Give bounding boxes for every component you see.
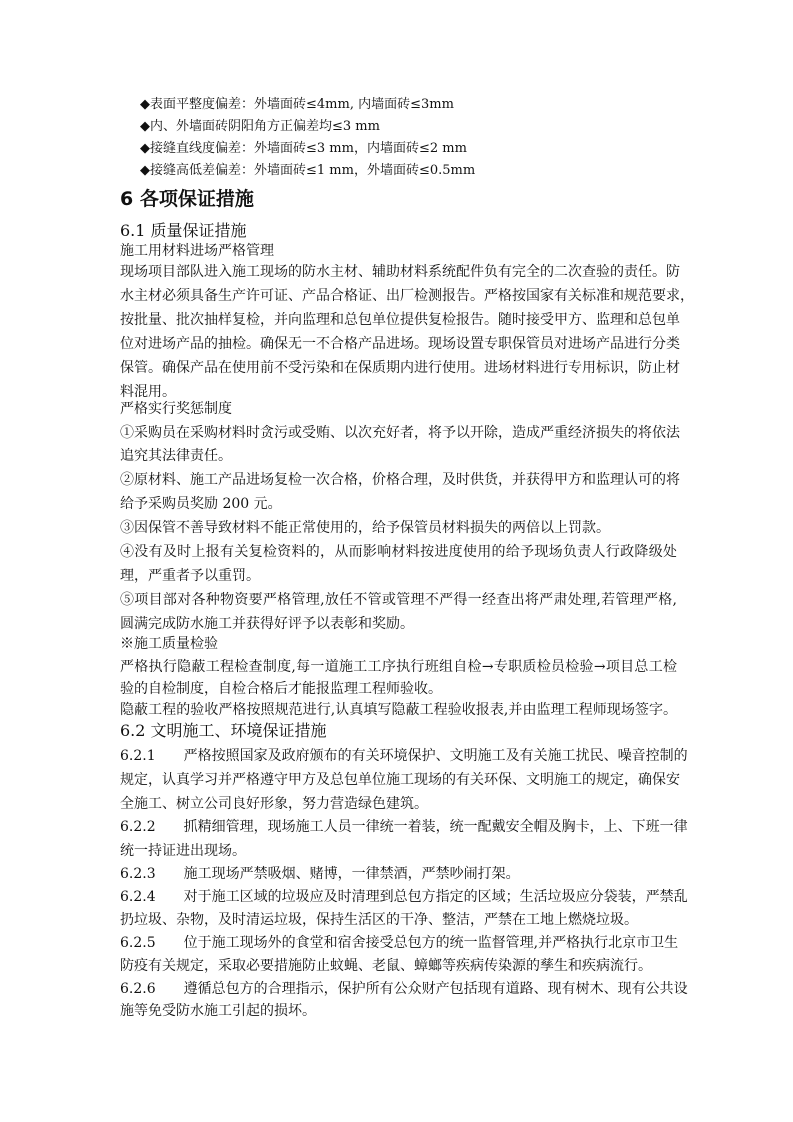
list-item-line: 6.2.5 位于施工现场外的食堂和宿舍接受总包方的统一监督管理,并严格执行北京市卫生 (120, 935, 679, 951)
list-item-line: 6.2.4 对于施工区域的垃圾应及时清理到总包方指定的区域；生活垃圾应分袋装，严禁乱 (120, 889, 688, 905)
rule-line: 追究其法律责任。 (120, 448, 232, 464)
rule-line: 理，严重者予以重罚。 (120, 568, 260, 584)
paragraph-line: 验的自检制度，自检合格后才能报监理工程师验收。 (120, 681, 442, 697)
bullet-item: ◆接缝直线度偏差：外墙面砖≤3 mm，内墙面砖≤2 mm (140, 141, 467, 156)
bullet-item: ◆内、外墙面砖阴阳角方正偏差均≤3 mm (140, 119, 380, 134)
rule-line: 圆满完成防水施工并获得好评予以表彰和奖励。 (120, 616, 414, 632)
paragraph-heading: 严格实行奖惩制度 (120, 401, 232, 417)
bullet-item: ◆接缝高低差偏差：外墙面砖≤1 mm，外墙面砖≤0.5mm (140, 163, 476, 178)
paragraph-line: 严格执行隐蔽工程检查制度,每一道施工工序执行班组自检→专职质检员检验→项目总工检 (120, 659, 677, 675)
paragraph-heading: 施工用材料进场严格管理 (120, 243, 274, 259)
paragraph-heading: ※施工质量检验 (120, 636, 218, 652)
rule-line: ②原材料、施工产品进场复检一次合格，价格合理，及时供货，并获得甲方和监理认可的将 (120, 472, 680, 488)
list-item-line: 6.2.1 严格按照国家及政府颁布的有关环境保护、文明施工及有关施工扰民、噪音控制的 (120, 748, 688, 764)
list-item-line: 6.2.3 施工现场严禁吸烟、赌博，一律禁酒，严禁吵闹打架。 (120, 866, 520, 882)
subsection-heading: 6.1 质量保证措施 (120, 221, 247, 240)
paragraph-line: 现场项目部队进入施工现场的防水主材、辅助材料系统配件负有完全的二次查验的责任。防 (120, 264, 680, 280)
list-item-line: 6.2.2 抓精细管理，现场施工人员一律统一着装，统一配戴安全帽及胸卡，上、下班一律 (120, 819, 688, 835)
section-heading: 6 各项保证措施 (120, 188, 254, 210)
list-item-line: 施等免受防水施工引起的损坏。 (120, 1003, 316, 1019)
paragraph-line: 料混用。 (120, 384, 176, 400)
rule-line: ⑤项目部对各种物资要严格管理,放任不管或管理不严得一经查出将严肃处理,若管理严格, (120, 592, 677, 608)
list-item-line: 扔垃圾、杂物，及时清运垃圾，保持生活区的干净、整洁，严禁在工地上燃烧垃圾。 (120, 912, 638, 928)
paragraph-line: 水主材必须具备生产许可证、产品合格证、出厂检测报告。严格按国家有关标准和规范要求， (120, 288, 694, 304)
rule-line: 给予采购员奖励 200 元。 (120, 496, 282, 512)
rule-line: ①采购员在采购材料时贪污或受贿、以次充好者，将予以开除，造成严重经济损失的将依法 (120, 425, 680, 441)
paragraph-line: 隐蔽工程的验收严格按照规范进行,认真填写隐蔽工程验收报表,并由监理工程师现场签字。 (120, 702, 677, 718)
paragraph-line: 位对进场产品的抽检。确保无一不合格产品进场。现场设置专职保管员对进场产品进行分类 (120, 336, 680, 352)
paragraph-line: 保管。确保产品在使用前不受污染和在保质期内进行使用。进场材料进行专用标识，防止材 (120, 360, 680, 376)
list-item-line: 规定，认真学习并严格遵守甲方及总包单位施工现场的有关环保、文明施工的规定，确保安 (120, 772, 680, 788)
subsection-heading: 6.2 文明施工、环境保证措施 (120, 721, 327, 740)
rule-line: ④没有及时上报有关复检资料的，从而影响材料按进度使用的给予现场负责人行政降级处 (120, 544, 677, 560)
list-item-line: 防疫有关规定，采取必要措施防止蚊蝇、老鼠、蟑螂等疾病传染源的孳生和疾病流行。 (120, 958, 652, 974)
list-item-line: 全施工、树立公司良好形象，努力营造绿色建筑。 (120, 796, 428, 812)
bullet-item: ◆表面平整度偏差：外墙面砖≤4mm, 内墙面砖≤3mm (140, 97, 454, 112)
paragraph-line: 按批量、批次抽样复检，并向监理和总包单位提供复检报告。随时接受甲方、监理和总包单 (120, 312, 680, 328)
rule-line: ③因保管不善导致材料不能正常使用的，给予保管员材料损失的两倍以上罚款。 (120, 520, 610, 536)
list-item-line: 6.2.6 遵循总包方的合理指示，保护所有公众财产包括现有道路、现有树木、现有公共设 (120, 981, 688, 997)
list-item-line: 统一持证进出现场。 (120, 843, 246, 859)
